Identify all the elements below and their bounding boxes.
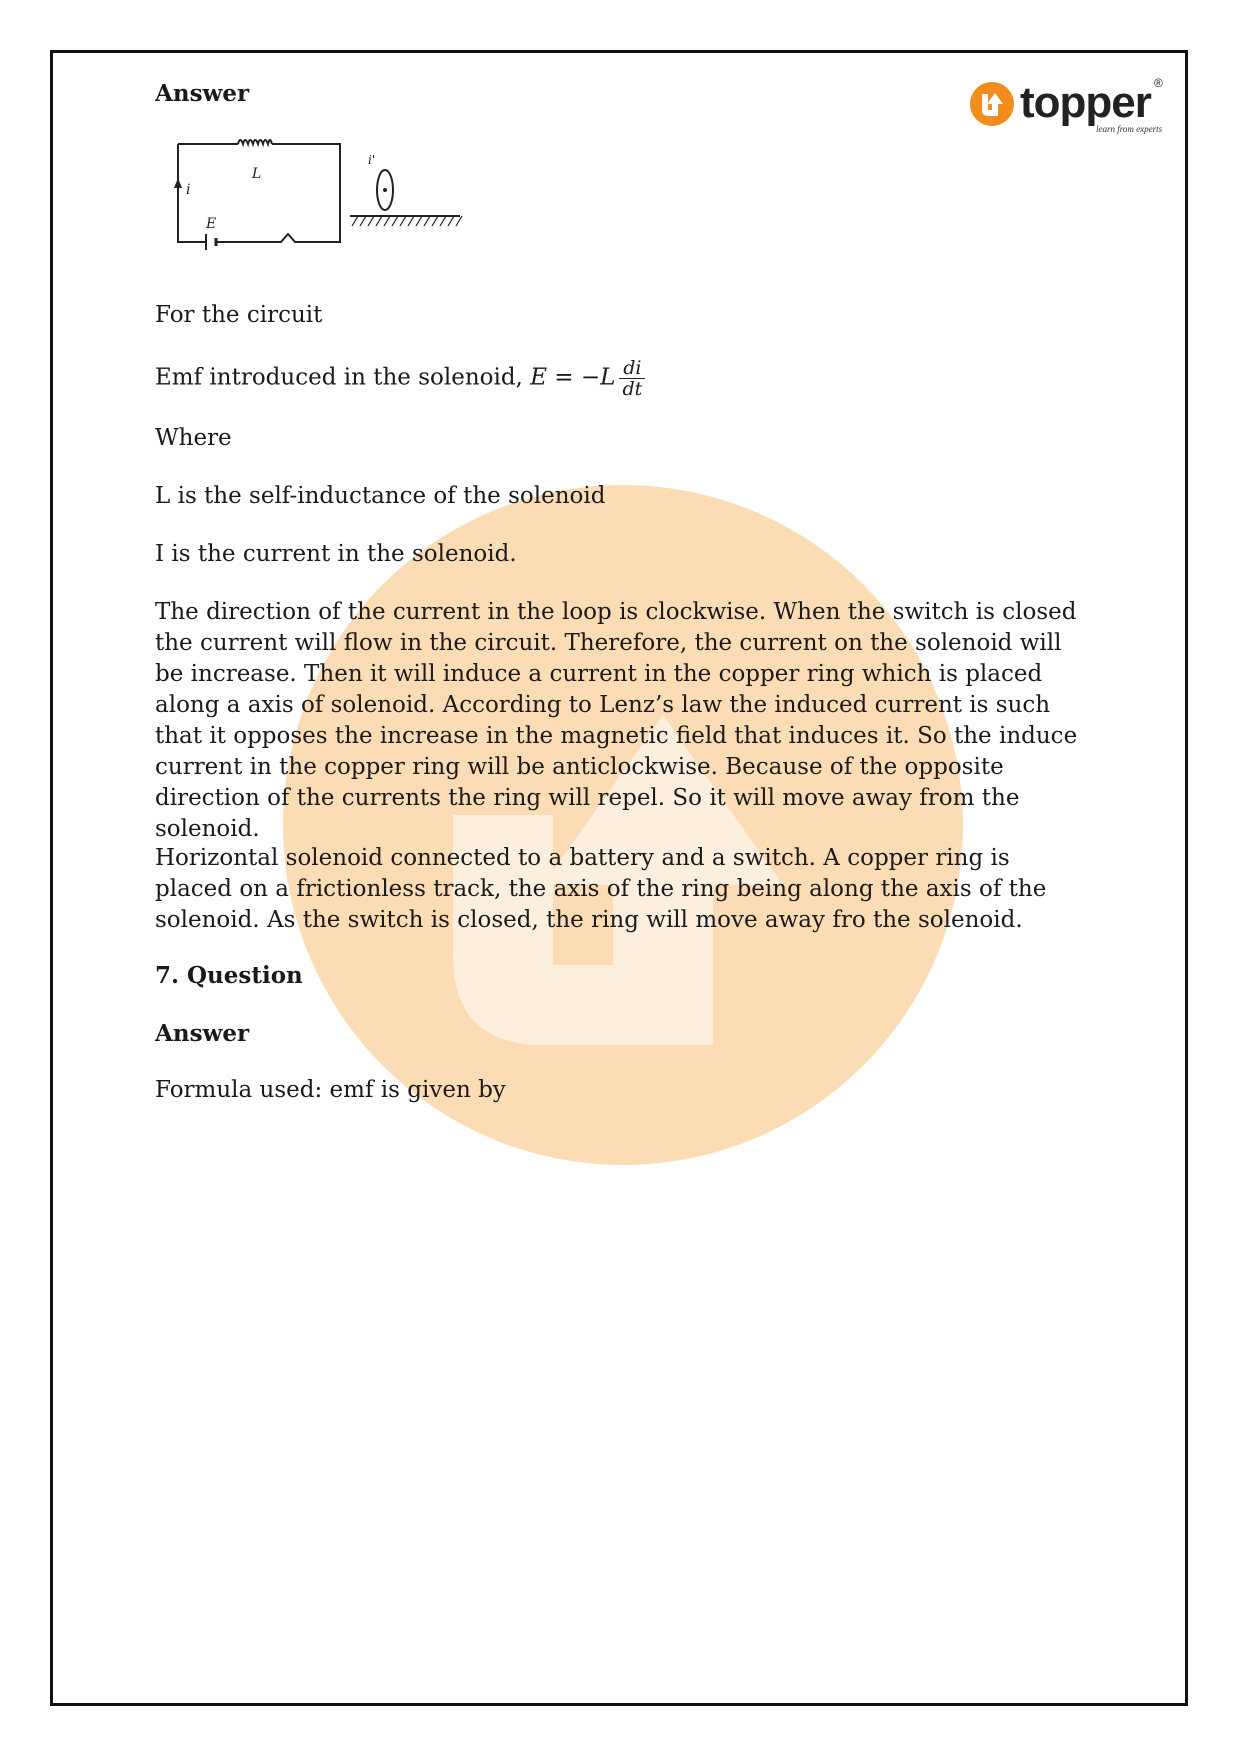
emf-numerator: di — [619, 358, 645, 379]
answer-heading: Answer — [155, 80, 250, 107]
emf-prefix: Emf introduced in the solenoid, — [155, 364, 531, 391]
where-text: Where — [155, 425, 232, 451]
i-definition: I is the current in the solenoid. — [155, 541, 517, 567]
emf-equation-line — [155, 358, 645, 399]
current-label: i — [186, 182, 191, 198]
emf-lhs: E — [530, 364, 547, 391]
summary-paragraph: Horizontal solenoid connected to a battery and a switch. A copper ring is placed on a frictionless track, the axis of the ring being along the axis of the solenoid. As the switch is closed, the ring will move away fro the solenoid. — [155, 845, 1047, 933]
emf-denominator: dt — [622, 378, 643, 400]
circuit-diagram — [160, 138, 480, 258]
formula-text: Formula used: emf is given by — [155, 1077, 506, 1103]
answer-heading-2: Answer — [155, 1020, 250, 1047]
logo-brand: topper — [1020, 78, 1151, 127]
l-definition: L is the self-inductance of the solenoid — [155, 483, 606, 509]
inductor-label: L — [252, 166, 262, 182]
explanation-paragraph: The direction of the current in the loop is clockwise. When the switch is closed the current will flow in the circuit. Therefore, the current on the solenoid will be increase. Then it will induce a current in the copper ring which is placed along a axis of solenoid. According to Lenz’s law the induced current is such that it opposes the increase in the magnetic field that induces it. So the induce current in the copper ring will be anticlockwise. Because of the opposite direction of the currents the ring will repel. So it will move away from the solenoid. — [155, 599, 1078, 842]
logo-tagline: learn from experts — [1096, 124, 1163, 134]
ring-current-label: i' — [368, 153, 376, 167]
logo-registered: ® — [1154, 76, 1163, 90]
emf-fraction — [619, 358, 645, 399]
question-7-heading: 7. Question — [155, 962, 303, 989]
for-circuit-text: For the circuit — [155, 302, 323, 328]
emf-eq: = −L — [546, 364, 616, 391]
topper-logo — [968, 78, 1168, 138]
emf-label: E — [206, 216, 217, 232]
